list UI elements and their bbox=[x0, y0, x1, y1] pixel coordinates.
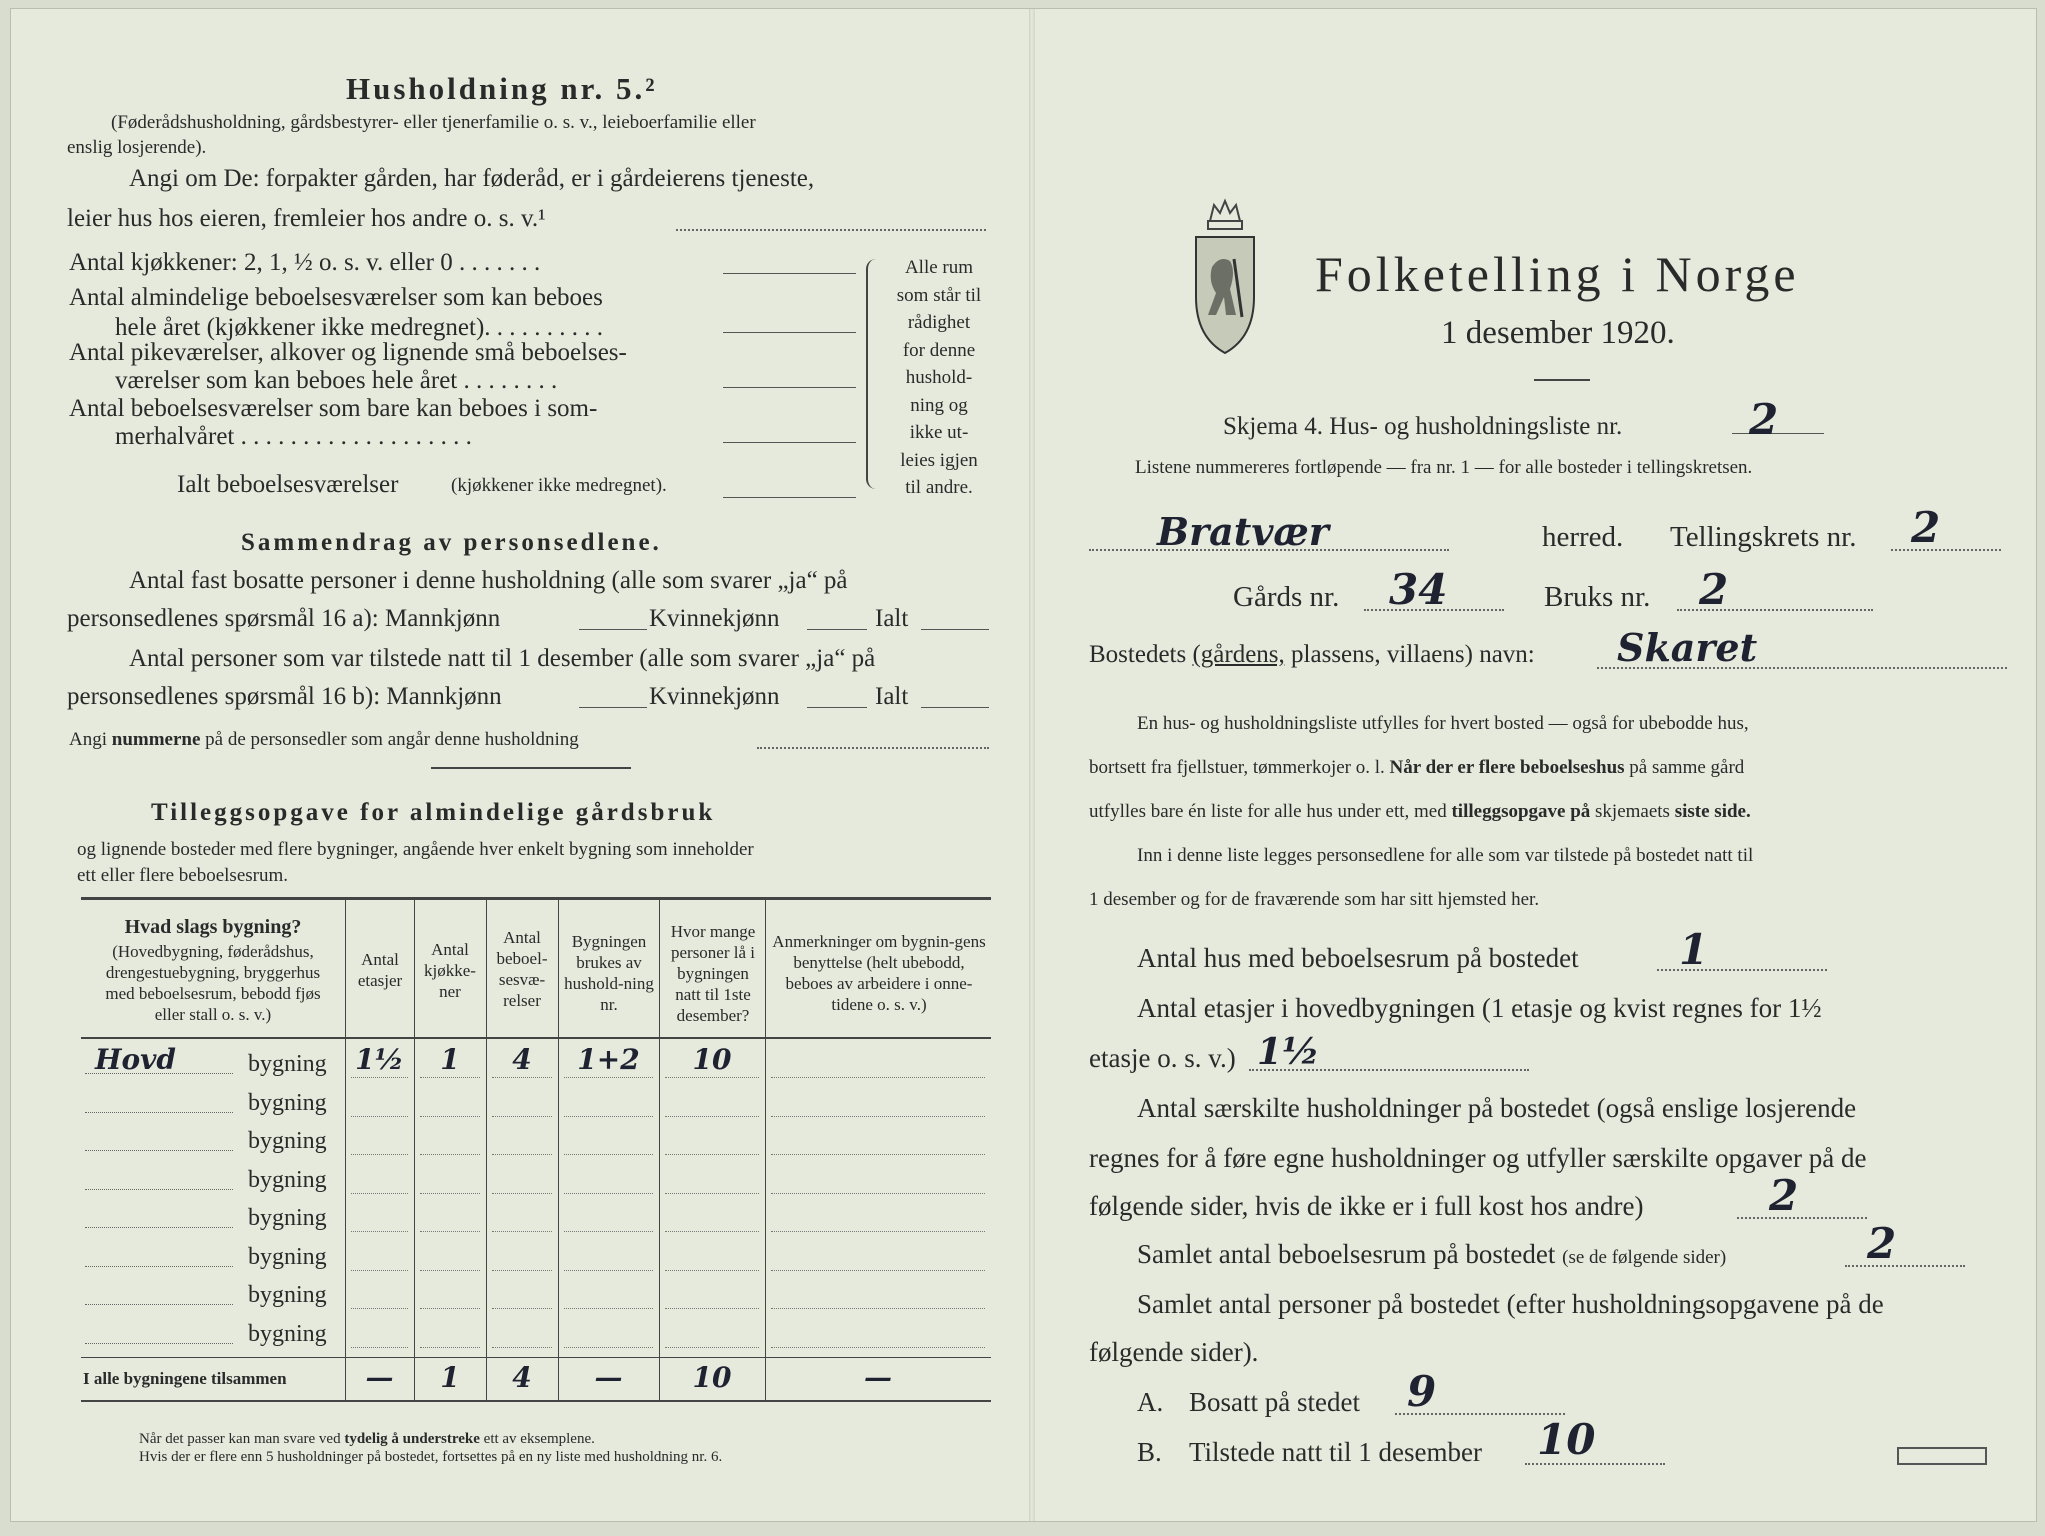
col-header-etasjer: Antal etasjer bbox=[357, 950, 403, 990]
col-header-vaerelser: Antal beboel-sesvæ-relser bbox=[496, 928, 548, 1010]
row-bygning-label: bygning bbox=[248, 1128, 327, 1154]
hus-value: 1 bbox=[1679, 925, 1709, 974]
row-etasjer-field[interactable] bbox=[351, 1077, 408, 1078]
row-etasjer-field[interactable] bbox=[351, 1193, 408, 1194]
tilst-label-mann: personsedlenes spørsmål 16 b): Mannkjønn bbox=[67, 683, 502, 710]
census-title: Folketelling i Norge bbox=[1315, 246, 1800, 302]
row-bygning-label: bygning bbox=[248, 1089, 327, 1116]
fast-label-kvinne: Kvinnekjønn bbox=[649, 605, 780, 632]
som-field[interactable] bbox=[723, 442, 856, 443]
bosted-label-a: Bostedets bbox=[1089, 641, 1187, 668]
col-header-personer: Hvor mange personer lå i bygningen natt til 1ste desember? bbox=[670, 922, 756, 1025]
table-row bbox=[81, 1045, 991, 1083]
side-note bbox=[879, 254, 999, 502]
row-brukes-field[interactable] bbox=[564, 1193, 653, 1194]
row-vaerelser-field[interactable] bbox=[492, 1308, 552, 1309]
som-label-2: merhalvåret . . . . . . . . . . . . . . . . . . . bbox=[115, 423, 472, 450]
info-line-2-b: Når der er flere beboelseshus bbox=[1389, 757, 1625, 778]
row-personer-field[interactable] bbox=[665, 1270, 759, 1271]
etasjer-label-2: etasje o. s. v.) bbox=[1089, 1043, 1236, 1073]
row-brukes-field[interactable] bbox=[564, 1077, 653, 1078]
title-divider bbox=[1534, 379, 1590, 381]
tilst-label-kvinne: Kvinnekjønn bbox=[649, 683, 780, 710]
row-brukes-field[interactable] bbox=[564, 1308, 653, 1309]
nummer-label-c: på de personsedler som angår denne husholdning bbox=[205, 729, 579, 750]
info-line-2-c: på samme gård bbox=[1629, 757, 1745, 778]
a-label: A. bbox=[1137, 1387, 1164, 1417]
row-bygning-label: bygning bbox=[248, 1166, 327, 1193]
table-row bbox=[81, 1084, 991, 1122]
info-line-3-b: tilleggsopgave på bbox=[1451, 801, 1591, 822]
total-anm: — bbox=[864, 1361, 892, 1394]
total-etasjer: — bbox=[365, 1361, 394, 1394]
row-vaerelser-field[interactable] bbox=[492, 1116, 552, 1117]
row-anm-field[interactable] bbox=[771, 1193, 985, 1194]
rum-label bbox=[1137, 1239, 1726, 1270]
row-vaerelser-field[interactable] bbox=[492, 1193, 552, 1194]
a-text: Bosatt på stedet bbox=[1189, 1387, 1360, 1417]
row-bygning-label: bygning bbox=[248, 1282, 327, 1308]
row-kjokkener-field[interactable] bbox=[420, 1308, 480, 1309]
row-personer-field[interactable] bbox=[665, 1308, 759, 1309]
row-etasjer-field[interactable] bbox=[351, 1308, 408, 1309]
fast-ialt-field[interactable] bbox=[921, 629, 989, 630]
listene-note: Listene nummereres fortløpende — fra nr. 1 — for alle bosteder i tellingskretsen. bbox=[1135, 457, 1753, 478]
angi-line-2: leier hus hos eieren, fremleier hos andre o. s. v.¹ bbox=[67, 205, 546, 232]
side-note-line: ikke ut- bbox=[909, 422, 969, 443]
row-vaerelser-field[interactable] bbox=[492, 1270, 552, 1271]
herred-value: Bratvær bbox=[1157, 509, 1329, 554]
herred-label: herred. bbox=[1542, 521, 1624, 553]
row-etasjer-field[interactable] bbox=[351, 1116, 408, 1117]
info-line-1: En hus- og husholdningsliste utfylles for hvert bosted — også for ubebodde hus, bbox=[1137, 713, 1749, 734]
pike-field[interactable] bbox=[723, 387, 856, 388]
norway-coat-of-arms-icon bbox=[1190, 197, 1260, 357]
household-title: Husholdning nr. 5.² bbox=[346, 71, 658, 106]
row-personer-field[interactable] bbox=[665, 1193, 759, 1194]
left-page bbox=[11, 9, 1026, 1521]
rum-field[interactable] bbox=[1845, 1265, 1965, 1267]
etasjer-label-1: Antal etasjer i hovedbygningen (1 etasje og kvist regnes for 1½ bbox=[1137, 993, 1822, 1023]
info-line-3-d: siste side. bbox=[1674, 801, 1751, 822]
table-row bbox=[81, 1276, 991, 1314]
bruks-label: Bruks nr. bbox=[1544, 581, 1651, 613]
fast-label-mann: personsedlenes spørsmål 16 a): Mannkjønn bbox=[67, 605, 501, 632]
row-etasjer-field[interactable] bbox=[351, 1270, 408, 1271]
gards-label: Gårds nr. bbox=[1233, 581, 1340, 613]
col-header-anm: Anmerkninger om bygnin-gens benyttelse (helt ubebodd, beboes av arbeidere i onne-tidene o. s. v.) bbox=[772, 932, 986, 1014]
hush-line-2: regnes for å føre egne husholdninger og utfyller særskilte opgaver på de bbox=[1089, 1143, 1867, 1173]
row-anm-field[interactable] bbox=[771, 1116, 985, 1117]
hush-value: 2 bbox=[1769, 1171, 1799, 1220]
side-brace bbox=[866, 259, 878, 489]
table-row bbox=[81, 1315, 991, 1353]
info-line-3 bbox=[1089, 801, 1751, 823]
nummer-field[interactable] bbox=[757, 747, 989, 749]
table-top-rule bbox=[81, 897, 991, 900]
bosted-value: Skaret bbox=[1617, 625, 1758, 670]
row-personer-field[interactable] bbox=[665, 1116, 759, 1117]
row-type-field[interactable] bbox=[85, 1343, 233, 1344]
row-kjokkener-field[interactable] bbox=[420, 1077, 480, 1078]
ialt-note: (kjøkkener ikke medregnet). bbox=[451, 475, 667, 496]
krets-label: Tellingskrets nr. bbox=[1670, 521, 1857, 553]
row-brukes-field[interactable] bbox=[564, 1347, 653, 1348]
b-label: B. bbox=[1137, 1437, 1162, 1467]
row-personer-field[interactable] bbox=[665, 1231, 759, 1232]
row-brukes-field[interactable] bbox=[564, 1231, 653, 1232]
table-header-rule bbox=[81, 1037, 991, 1039]
alm-field[interactable] bbox=[723, 332, 856, 333]
row-brukes-value: 1+2 bbox=[577, 1043, 640, 1076]
row-etasjer-field[interactable] bbox=[351, 1154, 408, 1155]
ialt-label: Ialt beboelsesværelser bbox=[177, 471, 399, 498]
row-personer-value: 10 bbox=[692, 1043, 732, 1076]
household-intro-2: enslig losjerende). bbox=[67, 137, 207, 158]
row-anm-field[interactable] bbox=[771, 1270, 985, 1271]
rum-label-a: Samlet antal beboelsesrum på bostedet bbox=[1137, 1239, 1556, 1269]
gards-value: 34 bbox=[1389, 565, 1448, 614]
row-anm-field[interactable] bbox=[771, 1231, 985, 1232]
pers-line-2: følgende sider). bbox=[1089, 1337, 1259, 1367]
nummer-label-a: Angi bbox=[69, 729, 107, 750]
row-anm-field[interactable] bbox=[771, 1308, 985, 1309]
bruks-value: 2 bbox=[1699, 565, 1729, 614]
col-header-hvad-sub: (Hovedbygning, føderådshus, drengestuebygning, bryggerhus med beboelsesrum, bebodd fjøs eller stall o. s. v.) bbox=[105, 942, 321, 1024]
tilst-ialt-field[interactable] bbox=[921, 707, 989, 708]
side-note-line: for denne bbox=[902, 339, 976, 361]
col-header-hvad-title: Hvad slags bygning? bbox=[124, 916, 302, 938]
row-bygning-label: bygning bbox=[248, 1243, 327, 1270]
footnote-1-a: Når det passer kan man svare ved bbox=[139, 1431, 341, 1447]
rum-value: 2 bbox=[1867, 1219, 1897, 1268]
nummer-label bbox=[69, 729, 579, 751]
page-fold bbox=[1029, 9, 1035, 1521]
a-value: 9 bbox=[1407, 1367, 1437, 1416]
hus-label: Antal hus med beboelsesrum på bostedet bbox=[1137, 943, 1579, 973]
building-table bbox=[81, 897, 991, 1419]
angi-line-1: Angi om De: forpakter gården, har føderåd, er i gårdeierens tjeneste, bbox=[129, 165, 815, 192]
row-anm-field[interactable] bbox=[771, 1154, 985, 1155]
row-type-field[interactable] bbox=[85, 1227, 233, 1228]
fast-line-1: Antal fast bosatte personer i denne husholdning (alle som svarer „ja“ på bbox=[129, 567, 848, 594]
table-row bbox=[81, 1238, 991, 1276]
nummer-label-b: nummerne bbox=[111, 729, 201, 750]
info-line-3-a: utfylles bare én liste for alle hus under ett, med bbox=[1089, 801, 1447, 822]
col-header-brukes: Bygningen brukes av hushold-ning nr. bbox=[564, 932, 654, 1014]
row-type-field[interactable] bbox=[85, 1189, 233, 1190]
table-row bbox=[81, 1199, 991, 1237]
footnote-1-b: tydelig å understreke bbox=[344, 1431, 480, 1447]
side-note-line: rådighet bbox=[907, 312, 971, 333]
total-label: I alle bygningene tilsammen bbox=[83, 1369, 287, 1388]
row-kjokkener-field[interactable] bbox=[420, 1347, 480, 1348]
tilst-label-ialt: Ialt bbox=[875, 683, 909, 710]
info-line-5: 1 desember og for de fraværende som har sitt hjemsted her. bbox=[1089, 889, 1540, 910]
row-type-field[interactable] bbox=[85, 1150, 233, 1151]
row-personer-field[interactable] bbox=[665, 1347, 759, 1348]
row-type-field[interactable] bbox=[85, 1112, 233, 1113]
row-kjokkener-value: 1 bbox=[440, 1043, 460, 1076]
row-anm-field[interactable] bbox=[771, 1077, 985, 1078]
row-vaerelser-value: 4 bbox=[512, 1043, 532, 1076]
side-note-line: hushold- bbox=[905, 367, 973, 388]
krets-field[interactable] bbox=[1891, 549, 2001, 551]
fast-label-ialt: Ialt bbox=[875, 605, 909, 632]
total-vaerelser: 4 bbox=[512, 1361, 532, 1394]
total-personer: 10 bbox=[692, 1361, 732, 1394]
row-kjokkener-field[interactable] bbox=[420, 1231, 480, 1232]
row-brukes-field[interactable] bbox=[564, 1116, 653, 1117]
table-row bbox=[81, 1161, 991, 1199]
hush-field[interactable] bbox=[1737, 1217, 1867, 1219]
side-note-line: leies igjen bbox=[900, 449, 978, 471]
row-vaerelser-field[interactable] bbox=[492, 1347, 552, 1348]
row-bygning-label: bygning bbox=[248, 1205, 327, 1231]
census-sheet bbox=[10, 8, 2037, 1522]
row-type-value: Hovd bbox=[95, 1043, 176, 1076]
row-vaerelser-field[interactable] bbox=[492, 1154, 552, 1155]
side-note-line: Alle rum bbox=[904, 257, 974, 278]
bosted-label-c: plassens, villaens) navn: bbox=[1291, 641, 1535, 668]
row-type-field[interactable] bbox=[85, 1266, 233, 1267]
tillegg-line-1: og lignende bosteder med flere bygninger, angående hver enkelt bygning som inneholder bbox=[77, 839, 754, 860]
row-etasjer-value: 1½ bbox=[355, 1043, 404, 1076]
tilst-kvinne-field[interactable] bbox=[807, 707, 867, 708]
tilst-line-1: Antal personer som var tilstede natt til 1 desember (alle som svarer „ja“ på bbox=[129, 645, 876, 672]
skjema-value: 2 bbox=[1749, 395, 1779, 444]
etasjer-value: 1½ bbox=[1257, 1031, 1320, 1073]
row-bygning-label: bygning bbox=[248, 1051, 327, 1077]
kjokkener-field[interactable] bbox=[723, 273, 856, 274]
tillegg-title: Tilleggsopgave for almindelige gårdsbruk bbox=[151, 799, 716, 826]
footnote-1-c: ett av eksemplene. bbox=[483, 1431, 595, 1447]
table-body-rule bbox=[81, 1357, 991, 1358]
printer-stamp bbox=[1897, 1447, 1987, 1465]
skjema-label: Skjema 4. Hus- og husholdningsliste nr. bbox=[1223, 413, 1623, 440]
kjokkener-label: Antal kjøkkener: 2, 1, ½ o. s. v. eller 0 . . . . . . . bbox=[69, 249, 541, 276]
row-personer-field[interactable] bbox=[665, 1077, 759, 1078]
row-etasjer-field[interactable] bbox=[351, 1347, 408, 1348]
row-vaerelser-field[interactable] bbox=[492, 1077, 552, 1078]
tilst-mann-field[interactable] bbox=[579, 707, 647, 708]
pers-line-1: Samlet antal personer på bostedet (efter husholdningsopgavene på de bbox=[1137, 1289, 1884, 1319]
table-bottom-rule bbox=[81, 1400, 991, 1402]
footnote-2: Hvis der er flere enn 5 husholdninger på bostedet, fortsettes på en ny liste med husholdning nr. 6. bbox=[139, 1449, 723, 1465]
b-value: 10 bbox=[1537, 1415, 1596, 1464]
krets-value: 2 bbox=[1911, 503, 1941, 552]
sammendrag-title: Sammendrag av personsedlene. bbox=[241, 529, 662, 556]
info-line-2 bbox=[1089, 757, 1744, 779]
side-note-line: til andre. bbox=[905, 477, 973, 498]
side-note-line: som står til bbox=[896, 284, 982, 306]
row-kjokkener-field[interactable] bbox=[420, 1270, 480, 1271]
row-kjokkener-field[interactable] bbox=[420, 1154, 480, 1155]
bosted-label-b: (gårdens, bbox=[1192, 641, 1285, 668]
row-type-field[interactable] bbox=[85, 1304, 233, 1305]
fast-mann-field[interactable] bbox=[579, 629, 647, 630]
ialt-field[interactable] bbox=[723, 497, 856, 498]
row-kjokkener-field[interactable] bbox=[420, 1193, 480, 1194]
info-line-2-a: bortsett fra fjellstuer, tømmerkojer o. l. bbox=[1089, 757, 1385, 778]
row-brukes-field[interactable] bbox=[564, 1270, 653, 1271]
pike-label-1: Antal pikeværelser, alkover og lignende små beboelses- bbox=[69, 339, 627, 366]
row-bygning-label: bygning bbox=[248, 1320, 327, 1347]
right-page bbox=[1037, 9, 2036, 1521]
row-etasjer-field[interactable] bbox=[351, 1231, 408, 1232]
fast-kvinne-field[interactable] bbox=[807, 629, 867, 630]
row-brukes-field[interactable] bbox=[564, 1154, 653, 1155]
som-label-1: Antal beboelsesværelser som bare kan beboes i som- bbox=[69, 395, 598, 422]
hush-line-3: følgende sider, hvis de ikke er i full kost hos andre) bbox=[1089, 1191, 1644, 1221]
total-brukes: — bbox=[594, 1361, 623, 1394]
footnote-1 bbox=[139, 1431, 595, 1448]
info-line-3-c: skjemaets bbox=[1595, 801, 1670, 822]
row-vaerelser-field[interactable] bbox=[492, 1231, 552, 1232]
total-kjokkener: 1 bbox=[440, 1361, 460, 1394]
table-row bbox=[81, 1122, 991, 1160]
row-anm-field[interactable] bbox=[771, 1347, 985, 1348]
angi-answer-line bbox=[676, 229, 986, 231]
info-line-4: Inn i denne liste legges personsedlene for alle som var tilstede på bostedet natt til bbox=[1137, 845, 1754, 866]
household-intro: (Føderådshusholdning, gårdsbestyrer- eller tjenerfamilie o. s. v., leieboerfamilie eller bbox=[111, 112, 756, 133]
tillegg-line-2: ett eller flere beboelsesrum. bbox=[77, 865, 289, 886]
section-divider bbox=[431, 767, 631, 769]
hush-line-1: Antal særskilte husholdninger på bostedet (også enslige losjerende bbox=[1137, 1093, 1857, 1123]
side-note-line: ning og bbox=[910, 394, 968, 416]
bosted-label bbox=[1089, 641, 1535, 669]
row-kjokkener-field[interactable] bbox=[420, 1116, 480, 1117]
row-personer-field[interactable] bbox=[665, 1154, 759, 1155]
rum-label-b: (se de følgende sider) bbox=[1562, 1247, 1727, 1268]
alm-label-2: hele året (kjøkkener ikke medregnet). . . . . . . . . . bbox=[115, 314, 604, 341]
census-date: 1 desember 1920. bbox=[1441, 315, 1675, 351]
b-text: Tilstede natt til 1 desember bbox=[1189, 1437, 1482, 1467]
col-header-kjokkener: Antal kjøkke-ner bbox=[424, 940, 476, 1001]
pike-label-2: værelser som kan beboes hele året . . . . . . . . bbox=[115, 367, 558, 394]
alm-label-1: Antal almindelige beboelsesværelser som kan beboes bbox=[69, 284, 603, 311]
